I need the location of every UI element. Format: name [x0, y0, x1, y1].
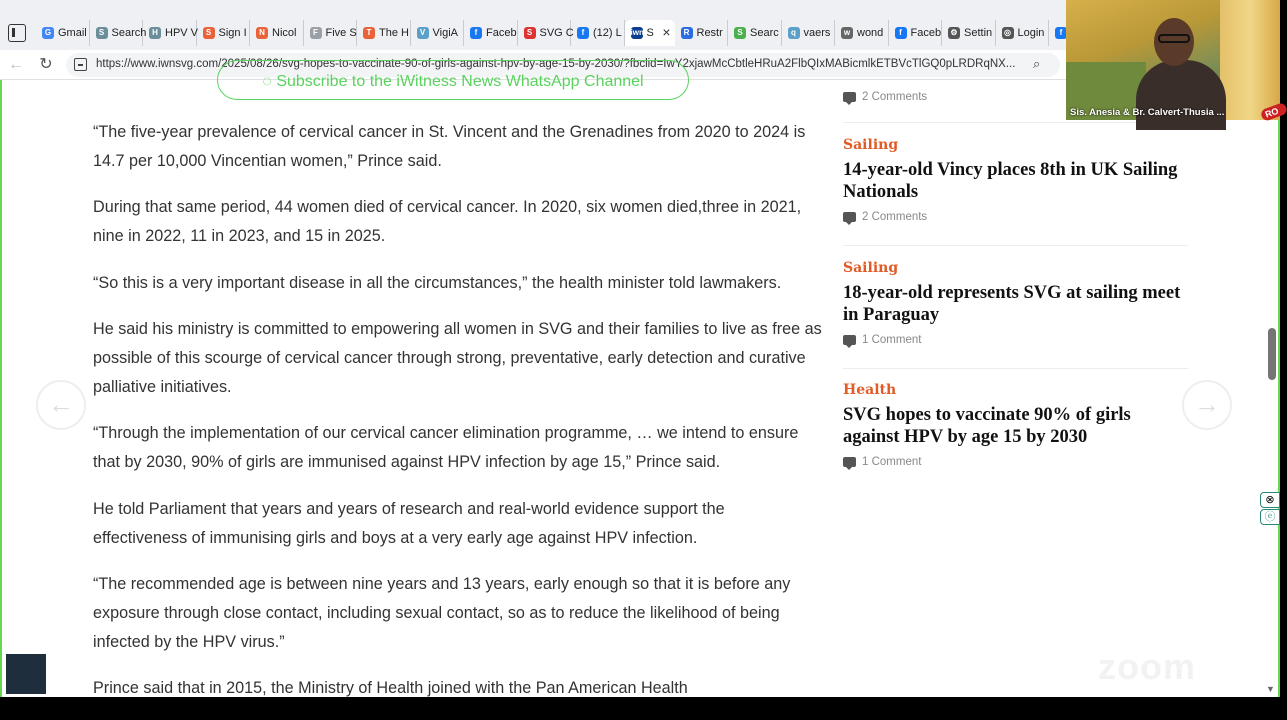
curtain-background: [1220, 0, 1280, 120]
accessibility-widget-icon[interactable]: ⓔ: [1260, 509, 1280, 525]
url-text[interactable]: https://www.iwnsvg.com/2025/08/26/svg-hopes-to-vaccinate-90-of-girls-against-hpv-by-age-15-by-2030/?fbclid=IwY2xjawMcCbtleHRuA2FlbQIxMABicmlkETBVcTlGQ0pLRDRqNX...: [96, 58, 1016, 70]
comments-icon: [843, 335, 856, 345]
browser-tab[interactable]: [250, 20, 304, 46]
tab-title: Searc: [750, 27, 779, 39]
sidebar-post: [843, 137, 1188, 223]
tab-title: vaers: [803, 27, 831, 39]
browser-tab[interactable]: [675, 20, 729, 46]
comments-icon: [843, 92, 856, 102]
page-viewport: [0, 73, 1280, 697]
scroll-down-arrow-icon[interactable]: ▼: [1266, 684, 1275, 694]
tab-title: VigiA: [432, 27, 458, 39]
tab-title: Five S: [325, 27, 357, 39]
tab-favicon-icon: S: [203, 27, 215, 39]
browser-tab[interactable]: [782, 20, 836, 46]
browser-tab[interactable]: [411, 20, 465, 46]
tab-favicon-icon: F: [310, 27, 322, 39]
tab-title: SVG C: [539, 27, 574, 39]
tab-favicon-icon: f: [1055, 27, 1067, 39]
close-widget-icon[interactable]: ⊗: [1260, 492, 1280, 508]
post-category[interactable]: Sailing: [843, 260, 899, 276]
tab-favicon-icon: N: [256, 27, 268, 39]
tab-title: Search: [111, 27, 147, 39]
browser-tab[interactable]: [464, 20, 518, 46]
article-paragraph: Prince said that in 2015, the Ministry of Health joined with the Pan American Health: [93, 679, 688, 697]
tab-title: Faceb: [910, 27, 942, 39]
tab-favicon-icon: ⚙: [948, 27, 960, 39]
next-post-arrow-icon[interactable]: →: [1182, 380, 1232, 430]
browser-tab[interactable]: [90, 20, 147, 46]
article-paragraph: He said his ministry is committed to empowering all women in SVG and their families to live as free as possible of this scourge of cervical cancer through strong, preventative, early detection and curative palliative initiatives.: [93, 320, 822, 396]
article-paragraph: “Through the implementation of our cervical cancer elimination programme, … we intend to ensure that by 2030, 90% of girls are immunised against HPV infection by age 15,” Prince said.: [93, 424, 799, 471]
zoom-magnifier-icon[interactable]: ⌕: [1033, 56, 1041, 71]
reload-icon[interactable]: ↻: [39, 56, 53, 73]
participant-body: [1136, 60, 1226, 130]
tab-favicon-icon: q: [788, 27, 800, 39]
tab-title: HPV V: [165, 27, 199, 39]
tab-title: (12) L: [593, 27, 622, 39]
browser-tab[interactable]: [36, 20, 90, 46]
tab-favicon-icon: ◎: [1002, 27, 1014, 39]
tab-favicon-icon: f: [577, 27, 589, 39]
comment-count[interactable]: 2 Comments: [862, 91, 928, 103]
tab-title: S: [646, 27, 654, 39]
participant-glasses: [1158, 34, 1190, 43]
site-info-icon[interactable]: [74, 58, 87, 71]
post-category[interactable]: Sailing: [843, 137, 899, 153]
tab-favicon-icon: S: [524, 27, 536, 39]
tab-title: Restr: [696, 27, 723, 39]
tab-favicon-icon: iwn: [630, 28, 644, 37]
tab-title: Login: [1017, 27, 1045, 39]
browser-tab[interactable]: [835, 20, 889, 46]
browser-tab[interactable]: [357, 20, 411, 46]
tab-favicon-icon: S: [96, 27, 108, 39]
floating-widget[interactable]: [6, 654, 46, 694]
tab-list: [36, 20, 1103, 46]
close-tab-icon[interactable]: ×: [662, 24, 671, 40]
browser-tab[interactable]: [518, 20, 572, 46]
tab-title: Settin: [964, 27, 993, 39]
tab-title: The H: [379, 27, 409, 39]
browser-tab[interactable]: [625, 20, 675, 46]
tab-title: Faceb: [486, 27, 517, 39]
post-title-link[interactable]: 18-year-old represents SVG at sailing meet in Paraguay: [843, 283, 1181, 325]
mic-badge: RO: [1259, 102, 1287, 122]
tab-favicon-icon: V: [417, 27, 429, 39]
tab-favicon-icon: f: [470, 27, 482, 39]
comments-icon: [843, 212, 856, 222]
divider: [843, 245, 1188, 246]
zoom-watermark: zoom: [1098, 646, 1196, 687]
post-category[interactable]: Health: [843, 382, 897, 398]
tab-favicon-icon: w: [841, 27, 853, 39]
article-paragraph: He told Parliament that years and years of research and real-world evidence support the effectiveness of immunising girls and boys at a very early age against HPV infection.: [93, 500, 725, 547]
tab-overview-icon[interactable]: [8, 24, 26, 42]
tab-favicon-icon: f: [895, 27, 907, 39]
post-title-link[interactable]: 14-year-old Vincy places 8th in UK Sailing Nationals: [843, 160, 1178, 202]
tab-favicon-icon: T: [363, 27, 375, 39]
video-participant-tile[interactable]: [1066, 0, 1280, 120]
tab-favicon-icon: R: [681, 27, 693, 39]
browser-tab[interactable]: [304, 20, 358, 46]
sidebar-post: [843, 260, 1188, 346]
browser-tab[interactable]: [197, 20, 251, 46]
browser-tab[interactable]: [889, 20, 943, 46]
back-arrow-icon[interactable]: ←: [8, 56, 24, 73]
article-paragraph: “So this is a very important disease in all the circumstances,” the health minister told lawmakers.: [93, 274, 782, 292]
tab-favicon-icon: H: [149, 27, 161, 39]
browser-tab[interactable]: [143, 20, 197, 46]
comments-icon: [843, 457, 856, 467]
tab-favicon-icon: S: [734, 27, 746, 39]
tab-title: wond: [857, 27, 884, 39]
comment-count[interactable]: 1 Comment: [862, 334, 922, 346]
comment-count[interactable]: 2 Comments: [862, 211, 928, 223]
tab-title: Gmail: [58, 27, 87, 39]
article-paragraph: During that same period, 44 women died of cervical cancer. In 2020, six women died,three in 2021, nine in 2022, 11 in 2023, and 15 in 2025.: [93, 198, 802, 245]
post-title-link[interactable]: SVG hopes to vaccinate 90% of girls against HPV by age 15 by 2030: [843, 405, 1131, 447]
subscribe-label: Subscribe to the iWitness News WhatsApp Channel: [276, 73, 644, 90]
article-paragraph: “The five-year prevalence of cervical cancer in St. Vincent and the Grenadines from 2020 to 2024 is 14.7 per 10,000 Vincentian women,” Prince said.: [93, 123, 806, 170]
participant-name-label: Sis. Anesia & Br. Calvert-Thusia ...: [1070, 107, 1225, 118]
whatsapp-subscribe-button[interactable]: [217, 60, 689, 100]
comment-count[interactable]: 1 Comment: [862, 456, 922, 468]
article-paragraph: “The recommended age is between nine years and 13 years, early enough so that it is before any exposure through close contact, including sexual contact, so as to reduce the likelihood of being infected by the HPV virus.”: [93, 575, 791, 651]
divider: [843, 368, 1188, 369]
browser-tab[interactable]: [571, 20, 625, 46]
browser-tab[interactable]: [728, 20, 782, 46]
bottom-band: [0, 697, 1280, 720]
whatsapp-icon: ◌: [262, 73, 277, 90]
tab-title: Sign I: [218, 27, 247, 39]
tab-favicon-icon: G: [42, 27, 54, 39]
previous-post-arrow-icon[interactable]: ←: [36, 380, 86, 430]
tab-strip: [0, 0, 1066, 50]
browser-tab[interactable]: [996, 20, 1050, 46]
scrollbar-thumb[interactable]: [1268, 328, 1276, 380]
tab-title: Nicol: [272, 27, 297, 39]
browser-tab[interactable]: [942, 20, 996, 46]
sidebar-post: [843, 382, 1188, 468]
